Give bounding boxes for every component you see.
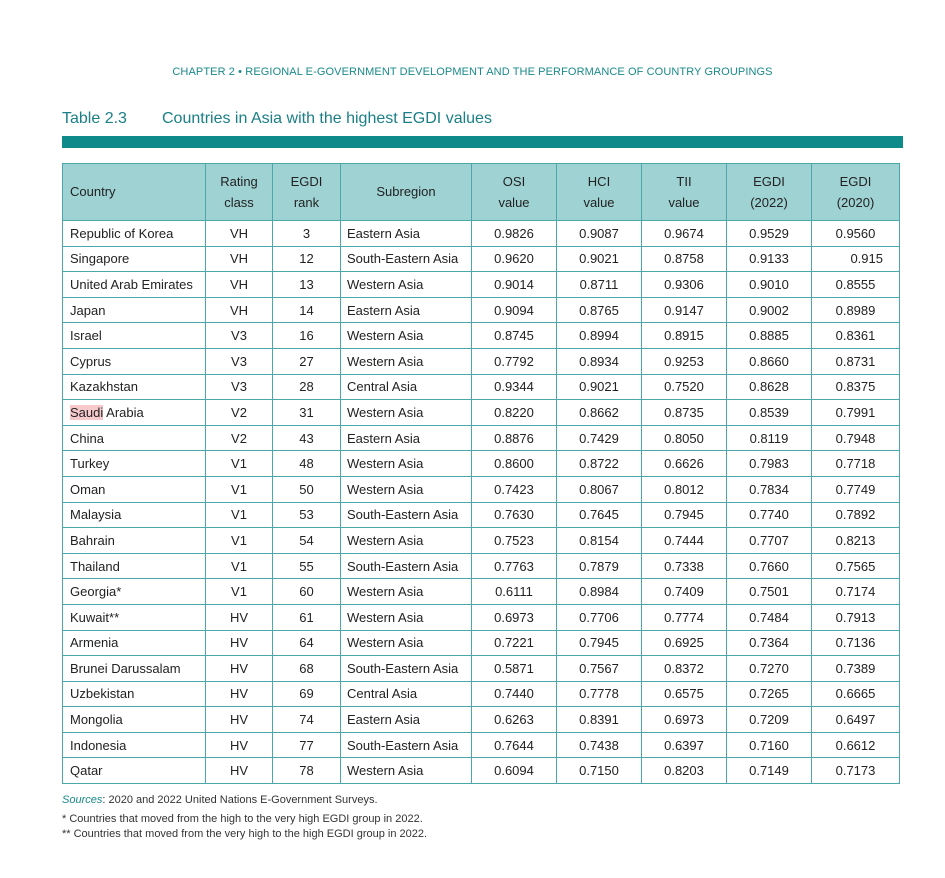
egdi2022-cell: 0.7270 xyxy=(727,656,812,682)
tii-cell: 0.7409 xyxy=(642,579,727,605)
rating-cell: HV xyxy=(206,630,273,656)
hci-cell: 0.8711 xyxy=(557,272,642,298)
table-title: Countries in Asia with the highest EGDI values xyxy=(162,110,492,127)
table-row xyxy=(63,323,900,349)
table-row xyxy=(63,758,900,784)
rank-cell: 54 xyxy=(273,528,341,554)
osi-cell: 0.8220 xyxy=(472,400,557,426)
rating-cell: HV xyxy=(206,604,273,630)
rating-cell: V3 xyxy=(206,348,273,374)
egdi2022-cell: 0.7660 xyxy=(727,553,812,579)
rank-cell: 64 xyxy=(273,630,341,656)
subregion-cell: Western Asia xyxy=(341,476,472,502)
footnote-2: ** Countries that moved from the very high to the high EGDI group in 2022. xyxy=(62,828,428,840)
egdi2022-cell: 0.7484 xyxy=(727,604,812,630)
header-egdi2020-bottom: (2020) xyxy=(812,191,900,221)
hci-cell: 0.7706 xyxy=(557,604,642,630)
sources-text: : 2020 and 2022 United Nations E-Government Surveys. xyxy=(102,794,378,806)
egdi2022-cell: 0.8660 xyxy=(727,348,812,374)
country-cell: Qatar xyxy=(63,758,206,784)
country-cell: Brunei Darussalam xyxy=(63,656,206,682)
egdi2022-cell: 0.8885 xyxy=(727,323,812,349)
rank-cell: 50 xyxy=(273,476,341,502)
egdi2020-cell: 0.7948 xyxy=(812,425,900,451)
egdi2022-cell: 0.7209 xyxy=(727,707,812,733)
rating-cell: HV xyxy=(206,656,273,682)
egdi2020-cell: 0.7136 xyxy=(812,630,900,656)
egdi2020-cell: 0.6665 xyxy=(812,681,900,707)
subregion-cell: South-Eastern Asia xyxy=(341,553,472,579)
country-cell: Kazakhstan xyxy=(63,374,206,400)
rank-cell: 68 xyxy=(273,656,341,682)
subregion-cell: Western Asia xyxy=(341,630,472,656)
table-row xyxy=(63,400,900,426)
highlighted-text: Saudi xyxy=(70,404,104,420)
egdi2020-cell: 0.6497 xyxy=(812,707,900,733)
osi-cell: 0.8600 xyxy=(472,451,557,477)
egdi2020-cell: 0.8731 xyxy=(812,348,900,374)
subregion-cell: Eastern Asia xyxy=(341,221,472,247)
header-subregion: Subregion xyxy=(341,164,472,221)
osi-cell: 0.6111 xyxy=(472,579,557,605)
osi-cell: 0.7523 xyxy=(472,528,557,554)
tii-cell: 0.6973 xyxy=(642,707,727,733)
tii-cell: 0.9253 xyxy=(642,348,727,374)
header-tii-bottom: value xyxy=(642,191,727,221)
rating-cell: V2 xyxy=(206,425,273,451)
country-cell: Georgia* xyxy=(63,579,206,605)
hci-cell: 0.7778 xyxy=(557,681,642,707)
tii-cell: 0.6397 xyxy=(642,732,727,758)
hci-cell: 0.7429 xyxy=(557,425,642,451)
subregion-cell: South-Eastern Asia xyxy=(341,732,472,758)
hci-cell: 0.7438 xyxy=(557,732,642,758)
tii-cell: 0.6575 xyxy=(642,681,727,707)
header-rank-top: EGDI xyxy=(273,164,341,192)
hci-cell: 0.7567 xyxy=(557,656,642,682)
rating-cell: V1 xyxy=(206,553,273,579)
header-rating-bottom: class xyxy=(206,191,273,221)
country-cell: Bahrain xyxy=(63,528,206,554)
egdi2020-cell: 0.8989 xyxy=(812,297,900,323)
tii-cell: 0.9306 xyxy=(642,272,727,298)
footnote-1: * Countries that moved from the high to the very high EGDI group in 2022. xyxy=(62,813,423,825)
subregion-cell: Central Asia xyxy=(341,374,472,400)
table-row xyxy=(63,272,900,298)
rank-cell: 12 xyxy=(273,246,341,272)
egdi2022-cell: 0.7983 xyxy=(727,451,812,477)
rating-cell: V1 xyxy=(206,502,273,528)
header-egdi2020-top: EGDI xyxy=(812,164,900,192)
osi-cell: 0.7763 xyxy=(472,553,557,579)
hci-cell: 0.8722 xyxy=(557,451,642,477)
rating-cell: V2 xyxy=(206,400,273,426)
table-row xyxy=(63,656,900,682)
subregion-cell: Western Asia xyxy=(341,272,472,298)
hci-cell: 0.8391 xyxy=(557,707,642,733)
egdi2020-cell: 0.7892 xyxy=(812,502,900,528)
rating-cell: V1 xyxy=(206,579,273,605)
egdi2022-cell: 0.7265 xyxy=(727,681,812,707)
subregion-cell: South-Eastern Asia xyxy=(341,502,472,528)
osi-cell: 0.7630 xyxy=(472,502,557,528)
title-divider-bar xyxy=(62,136,903,148)
rank-cell: 69 xyxy=(273,681,341,707)
egdi2022-cell: 0.9002 xyxy=(727,297,812,323)
subregion-cell: Western Asia xyxy=(341,758,472,784)
rank-cell: 14 xyxy=(273,297,341,323)
header-egdi2022-top: EGDI xyxy=(727,164,812,192)
subregion-cell: Eastern Asia xyxy=(341,707,472,733)
hci-cell: 0.9087 xyxy=(557,221,642,247)
rating-cell: V3 xyxy=(206,374,273,400)
rank-cell: 43 xyxy=(273,425,341,451)
table-row xyxy=(63,451,900,477)
egdi2022-cell: 0.8539 xyxy=(727,400,812,426)
subregion-cell: Western Asia xyxy=(341,451,472,477)
tii-cell: 0.6626 xyxy=(642,451,727,477)
rating-cell: VH xyxy=(206,221,273,247)
egdi2022-cell: 0.8119 xyxy=(727,425,812,451)
egdi2022-cell: 0.7160 xyxy=(727,732,812,758)
tii-cell: 0.8203 xyxy=(642,758,727,784)
rank-cell: 28 xyxy=(273,374,341,400)
egdi2020-cell: 0.7749 xyxy=(812,476,900,502)
rank-cell: 61 xyxy=(273,604,341,630)
egdi2020-cell: 0.7913 xyxy=(812,604,900,630)
header-country: Country xyxy=(63,164,206,221)
hci-cell: 0.9021 xyxy=(557,246,642,272)
osi-cell: 0.7440 xyxy=(472,681,557,707)
tii-cell: 0.8758 xyxy=(642,246,727,272)
egdi2022-cell: 0.9529 xyxy=(727,221,812,247)
osi-cell: 0.9620 xyxy=(472,246,557,272)
table-body xyxy=(63,221,900,784)
header-tii-top: TII xyxy=(642,164,727,192)
country-cell: Kuwait** xyxy=(63,604,206,630)
tii-cell: 0.8050 xyxy=(642,425,727,451)
tii-cell: 0.7444 xyxy=(642,528,727,554)
country-cell: Israel xyxy=(63,323,206,349)
rank-cell: 48 xyxy=(273,451,341,477)
hci-cell: 0.7645 xyxy=(557,502,642,528)
tii-cell: 0.7945 xyxy=(642,502,727,528)
tii-cell: 0.8012 xyxy=(642,476,727,502)
header-egdi2022-bottom: (2022) xyxy=(727,191,812,221)
table-row xyxy=(63,374,900,400)
egdi2020-cell: 0.7174 xyxy=(812,579,900,605)
hci-cell: 0.7879 xyxy=(557,553,642,579)
hci-cell: 0.8067 xyxy=(557,476,642,502)
country-cell: Japan xyxy=(63,297,206,323)
header-osi-bottom: value xyxy=(472,191,557,221)
egdi2020-cell: 0.8361 xyxy=(812,323,900,349)
subregion-cell: Eastern Asia xyxy=(341,425,472,451)
osi-cell: 0.5871 xyxy=(472,656,557,682)
subregion-cell: Eastern Asia xyxy=(341,297,472,323)
hci-cell: 0.8154 xyxy=(557,528,642,554)
rank-cell: 16 xyxy=(273,323,341,349)
hci-cell: 0.8934 xyxy=(557,348,642,374)
tii-cell: 0.7338 xyxy=(642,553,727,579)
table-row xyxy=(63,476,900,502)
country-cell: Cyprus xyxy=(63,348,206,374)
table-row xyxy=(63,604,900,630)
subregion-cell: South-Eastern Asia xyxy=(341,656,472,682)
osi-cell: 0.6094 xyxy=(472,758,557,784)
rating-cell: HV xyxy=(206,758,273,784)
country-cell: Thailand xyxy=(63,553,206,579)
osi-cell: 0.7221 xyxy=(472,630,557,656)
egdi2020-cell: 0.6612 xyxy=(812,732,900,758)
egdi2020-cell: 0.7718 xyxy=(812,451,900,477)
osi-cell: 0.8876 xyxy=(472,425,557,451)
table-row xyxy=(63,553,900,579)
osi-cell: 0.8745 xyxy=(472,323,557,349)
osi-cell: 0.6263 xyxy=(472,707,557,733)
table-row xyxy=(63,579,900,605)
country-cell: Indonesia xyxy=(63,732,206,758)
hci-cell: 0.8662 xyxy=(557,400,642,426)
hci-cell: 0.7150 xyxy=(557,758,642,784)
egdi2022-cell: 0.8628 xyxy=(727,374,812,400)
rank-cell: 55 xyxy=(273,553,341,579)
table-row xyxy=(63,246,900,272)
rank-cell: 3 xyxy=(273,221,341,247)
rank-cell: 53 xyxy=(273,502,341,528)
egdi2020-cell: 0.7991 xyxy=(812,400,900,426)
egdi2022-cell: 0.7707 xyxy=(727,528,812,554)
chapter-header: CHAPTER 2 • REGIONAL E-GOVERNMENT DEVELOPMENT AND THE PERFORMANCE OF COUNTRY GROUPINGS xyxy=(172,66,773,78)
table-row xyxy=(63,425,900,451)
country-cell: Uzbekistan xyxy=(63,681,206,707)
table-row xyxy=(63,348,900,374)
table-row xyxy=(63,502,900,528)
header-rating-top: Rating xyxy=(206,164,273,192)
osi-cell: 0.7792 xyxy=(472,348,557,374)
tii-cell: 0.8735 xyxy=(642,400,727,426)
table-row xyxy=(63,707,900,733)
subregion-cell: Western Asia xyxy=(341,400,472,426)
tii-cell: 0.9674 xyxy=(642,221,727,247)
egdi2022-cell: 0.7364 xyxy=(727,630,812,656)
osi-cell: 0.7644 xyxy=(472,732,557,758)
osi-cell: 0.9094 xyxy=(472,297,557,323)
header-hci-bottom: value xyxy=(557,191,642,221)
rank-cell: 77 xyxy=(273,732,341,758)
subregion-cell: Western Asia xyxy=(341,323,472,349)
subregion-cell: Central Asia xyxy=(341,681,472,707)
rating-cell: HV xyxy=(206,681,273,707)
egdi-table xyxy=(62,163,900,784)
osi-cell: 0.7423 xyxy=(472,476,557,502)
osi-cell: 0.9014 xyxy=(472,272,557,298)
rating-cell: VH xyxy=(206,297,273,323)
egdi2020-cell: 0.9560 xyxy=(812,221,900,247)
egdi2020-cell: 0.7173 xyxy=(812,758,900,784)
osi-cell: 0.6973 xyxy=(472,604,557,630)
tii-cell: 0.6925 xyxy=(642,630,727,656)
hci-cell: 0.8765 xyxy=(557,297,642,323)
egdi2020-cell: 0.8555 xyxy=(812,272,900,298)
hci-cell: 0.7945 xyxy=(557,630,642,656)
egdi2020-cell: 0.915 xyxy=(812,246,900,272)
tii-cell: 0.9147 xyxy=(642,297,727,323)
rank-cell: 27 xyxy=(273,348,341,374)
country-cell: Republic of Korea xyxy=(63,221,206,247)
rating-cell: VH xyxy=(206,272,273,298)
table-row xyxy=(63,630,900,656)
osi-cell: 0.9826 xyxy=(472,221,557,247)
egdi2022-cell: 0.7834 xyxy=(727,476,812,502)
subregion-cell: Western Asia xyxy=(341,579,472,605)
country-cell: Malaysia xyxy=(63,502,206,528)
table-row xyxy=(63,297,900,323)
rating-cell: VH xyxy=(206,246,273,272)
egdi2020-cell: 0.7389 xyxy=(812,656,900,682)
hci-cell: 0.8984 xyxy=(557,579,642,605)
egdi2022-cell: 0.7501 xyxy=(727,579,812,605)
rank-cell: 13 xyxy=(273,272,341,298)
hci-cell: 0.9021 xyxy=(557,374,642,400)
rank-cell: 31 xyxy=(273,400,341,426)
country-cell: China xyxy=(63,425,206,451)
header-rank-bottom: rank xyxy=(273,191,341,221)
table-number: Table 2.3 xyxy=(62,110,127,127)
sources-label: Sources xyxy=(62,794,103,806)
subregion-cell: Western Asia xyxy=(341,348,472,374)
table-row xyxy=(63,732,900,758)
country-cell xyxy=(63,400,206,426)
tii-cell: 0.8372 xyxy=(642,656,727,682)
rating-cell: V1 xyxy=(206,451,273,477)
egdi2020-cell: 0.8213 xyxy=(812,528,900,554)
rating-cell: V1 xyxy=(206,528,273,554)
country-cell: Singapore xyxy=(63,246,206,272)
hci-cell: 0.8994 xyxy=(557,323,642,349)
egdi2020-cell: 0.7565 xyxy=(812,553,900,579)
osi-cell: 0.9344 xyxy=(472,374,557,400)
country-cell: Mongolia xyxy=(63,707,206,733)
rank-cell: 74 xyxy=(273,707,341,733)
header-osi-top: OSI xyxy=(472,164,557,192)
egdi2022-cell: 0.7740 xyxy=(727,502,812,528)
egdi2022-cell: 0.9010 xyxy=(727,272,812,298)
tii-cell: 0.7774 xyxy=(642,604,727,630)
egdi2022-cell: 0.9133 xyxy=(727,246,812,272)
egdi2020-cell: 0.8375 xyxy=(812,374,900,400)
header-hci-top: HCI xyxy=(557,164,642,192)
country-cell: United Arab Emirates xyxy=(63,272,206,298)
country-cell: Turkey xyxy=(63,451,206,477)
rating-cell: HV xyxy=(206,707,273,733)
tii-cell: 0.8915 xyxy=(642,323,727,349)
country-cell: Armenia xyxy=(63,630,206,656)
rating-cell: HV xyxy=(206,732,273,758)
subregion-cell: Western Asia xyxy=(341,604,472,630)
rank-cell: 78 xyxy=(273,758,341,784)
rank-cell: 60 xyxy=(273,579,341,605)
rating-cell: V1 xyxy=(206,476,273,502)
tii-cell: 0.7520 xyxy=(642,374,727,400)
subregion-cell: Western Asia xyxy=(341,528,472,554)
table-caption xyxy=(62,110,492,128)
country-text: Arabia xyxy=(103,404,144,420)
table-row xyxy=(63,528,900,554)
table-row xyxy=(63,221,900,247)
table-row xyxy=(63,681,900,707)
egdi2022-cell: 0.7149 xyxy=(727,758,812,784)
subregion-cell: South-Eastern Asia xyxy=(341,246,472,272)
rating-cell: V3 xyxy=(206,323,273,349)
country-cell: Oman xyxy=(63,476,206,502)
sources-line xyxy=(62,794,378,806)
